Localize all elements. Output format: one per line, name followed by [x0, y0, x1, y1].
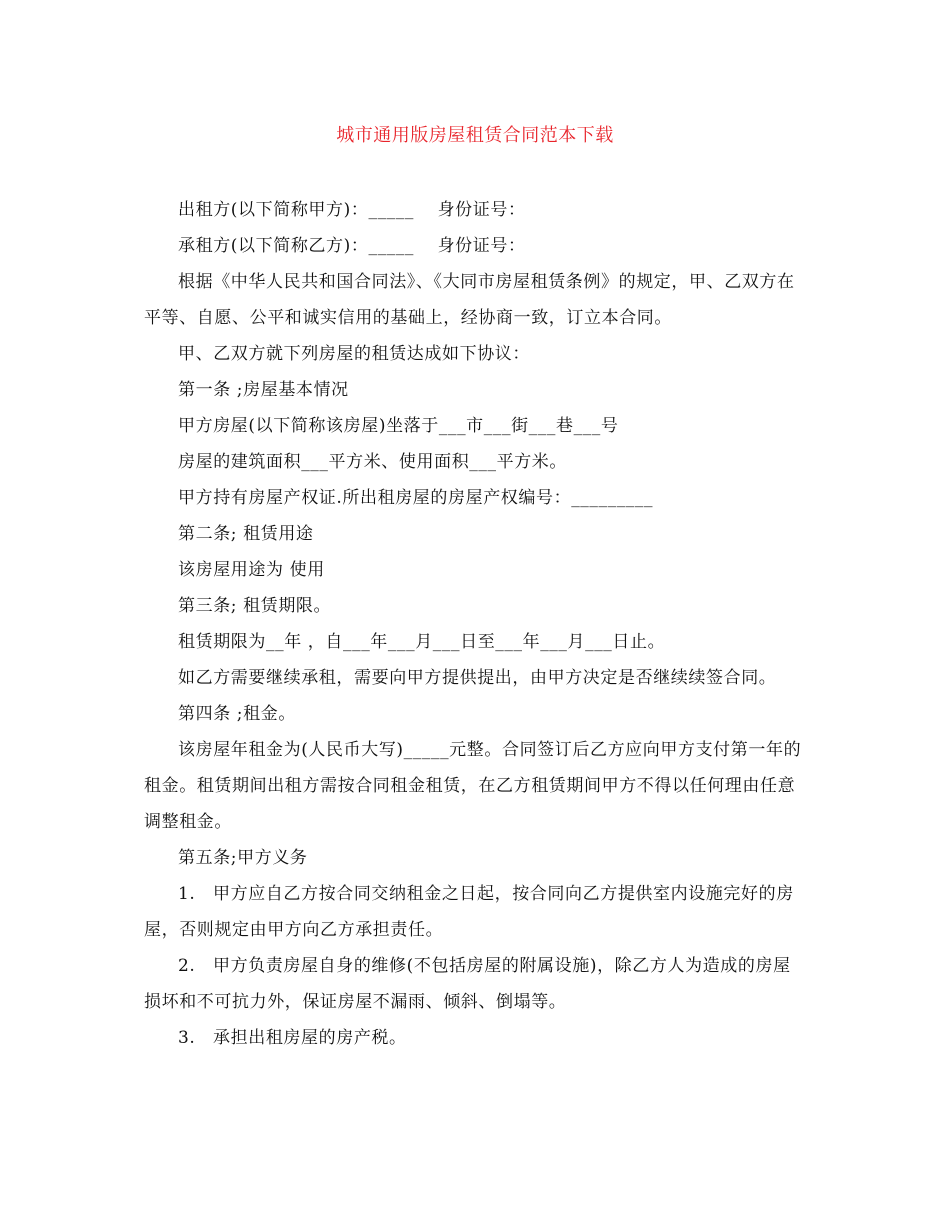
paragraph: 2. 甲方负责房屋自身的维修(不包括房屋的附属设施)，除乙方人为造成的房屋损坏和不可抗力外，保证房屋不漏雨、倾斜、倒塌等。	[144, 956, 791, 1012]
document-title: 城市通用版房屋租赁合同范本下载	[336, 125, 614, 146]
paragraph: 甲方持有房屋产权证.所出租房屋的房屋产权编号：_________	[178, 488, 654, 508]
paragraph: 如乙方需要继续承租，需要向甲方提供提出，由甲方决定是否继续续签合同。	[178, 668, 777, 688]
paragraph: 根据《中华人民共和国合同法》、《大同市房屋租赁条例》的规定，甲、乙双方在平等、自愿、公平和诚实信用的基础上，经协商一致，订立本合同。	[144, 272, 795, 328]
paragraph: 第三条; 租赁期限。	[178, 596, 332, 616]
paragraph: 第五条;甲方义务	[178, 848, 308, 868]
paragraph: 出租方(以下简称甲方)：_____ 身份证号：	[178, 200, 526, 220]
paragraph: 房屋的建筑面积___平方米、使用面积___平方米。	[178, 452, 567, 472]
paragraph: 租赁期限为__年 ，自___年___月___日至___年___月___日止。	[178, 632, 666, 652]
paragraph: 第二条; 租赁用途	[178, 524, 314, 544]
paragraph: 1. 甲方应自乙方按合同交纳租金之日起，按合同向乙方提供室内设施完好的房屋，否则规定由甲方向乙方承担责任。	[144, 884, 794, 940]
paragraph: 该房屋用途为 使用	[178, 560, 325, 580]
paragraph: 第四条 ;租金。	[178, 704, 296, 724]
paragraph: 3. 承担出租房屋的房产税。	[178, 1028, 407, 1048]
paragraph: 承租方(以下简称乙方)：_____ 身份证号：	[178, 236, 526, 256]
document-body	[144, 192, 804, 1056]
paragraph: 甲、乙双方就下列房屋的租赁达成如下协议：	[178, 344, 530, 364]
paragraph: 第一条 ;房屋基本情况	[178, 380, 349, 400]
paragraph: 该房屋年租金为(人民币大写)_____元整。合同签订后乙方应向甲方支付第一年的租金。租赁期间出租方需按合同租金租赁，在乙方租赁期间甲方不得以任何理由任意调整租金。	[144, 740, 802, 832]
paragraph: 甲方房屋(以下简称该房屋)坐落于___市___街___巷___号	[178, 416, 619, 436]
